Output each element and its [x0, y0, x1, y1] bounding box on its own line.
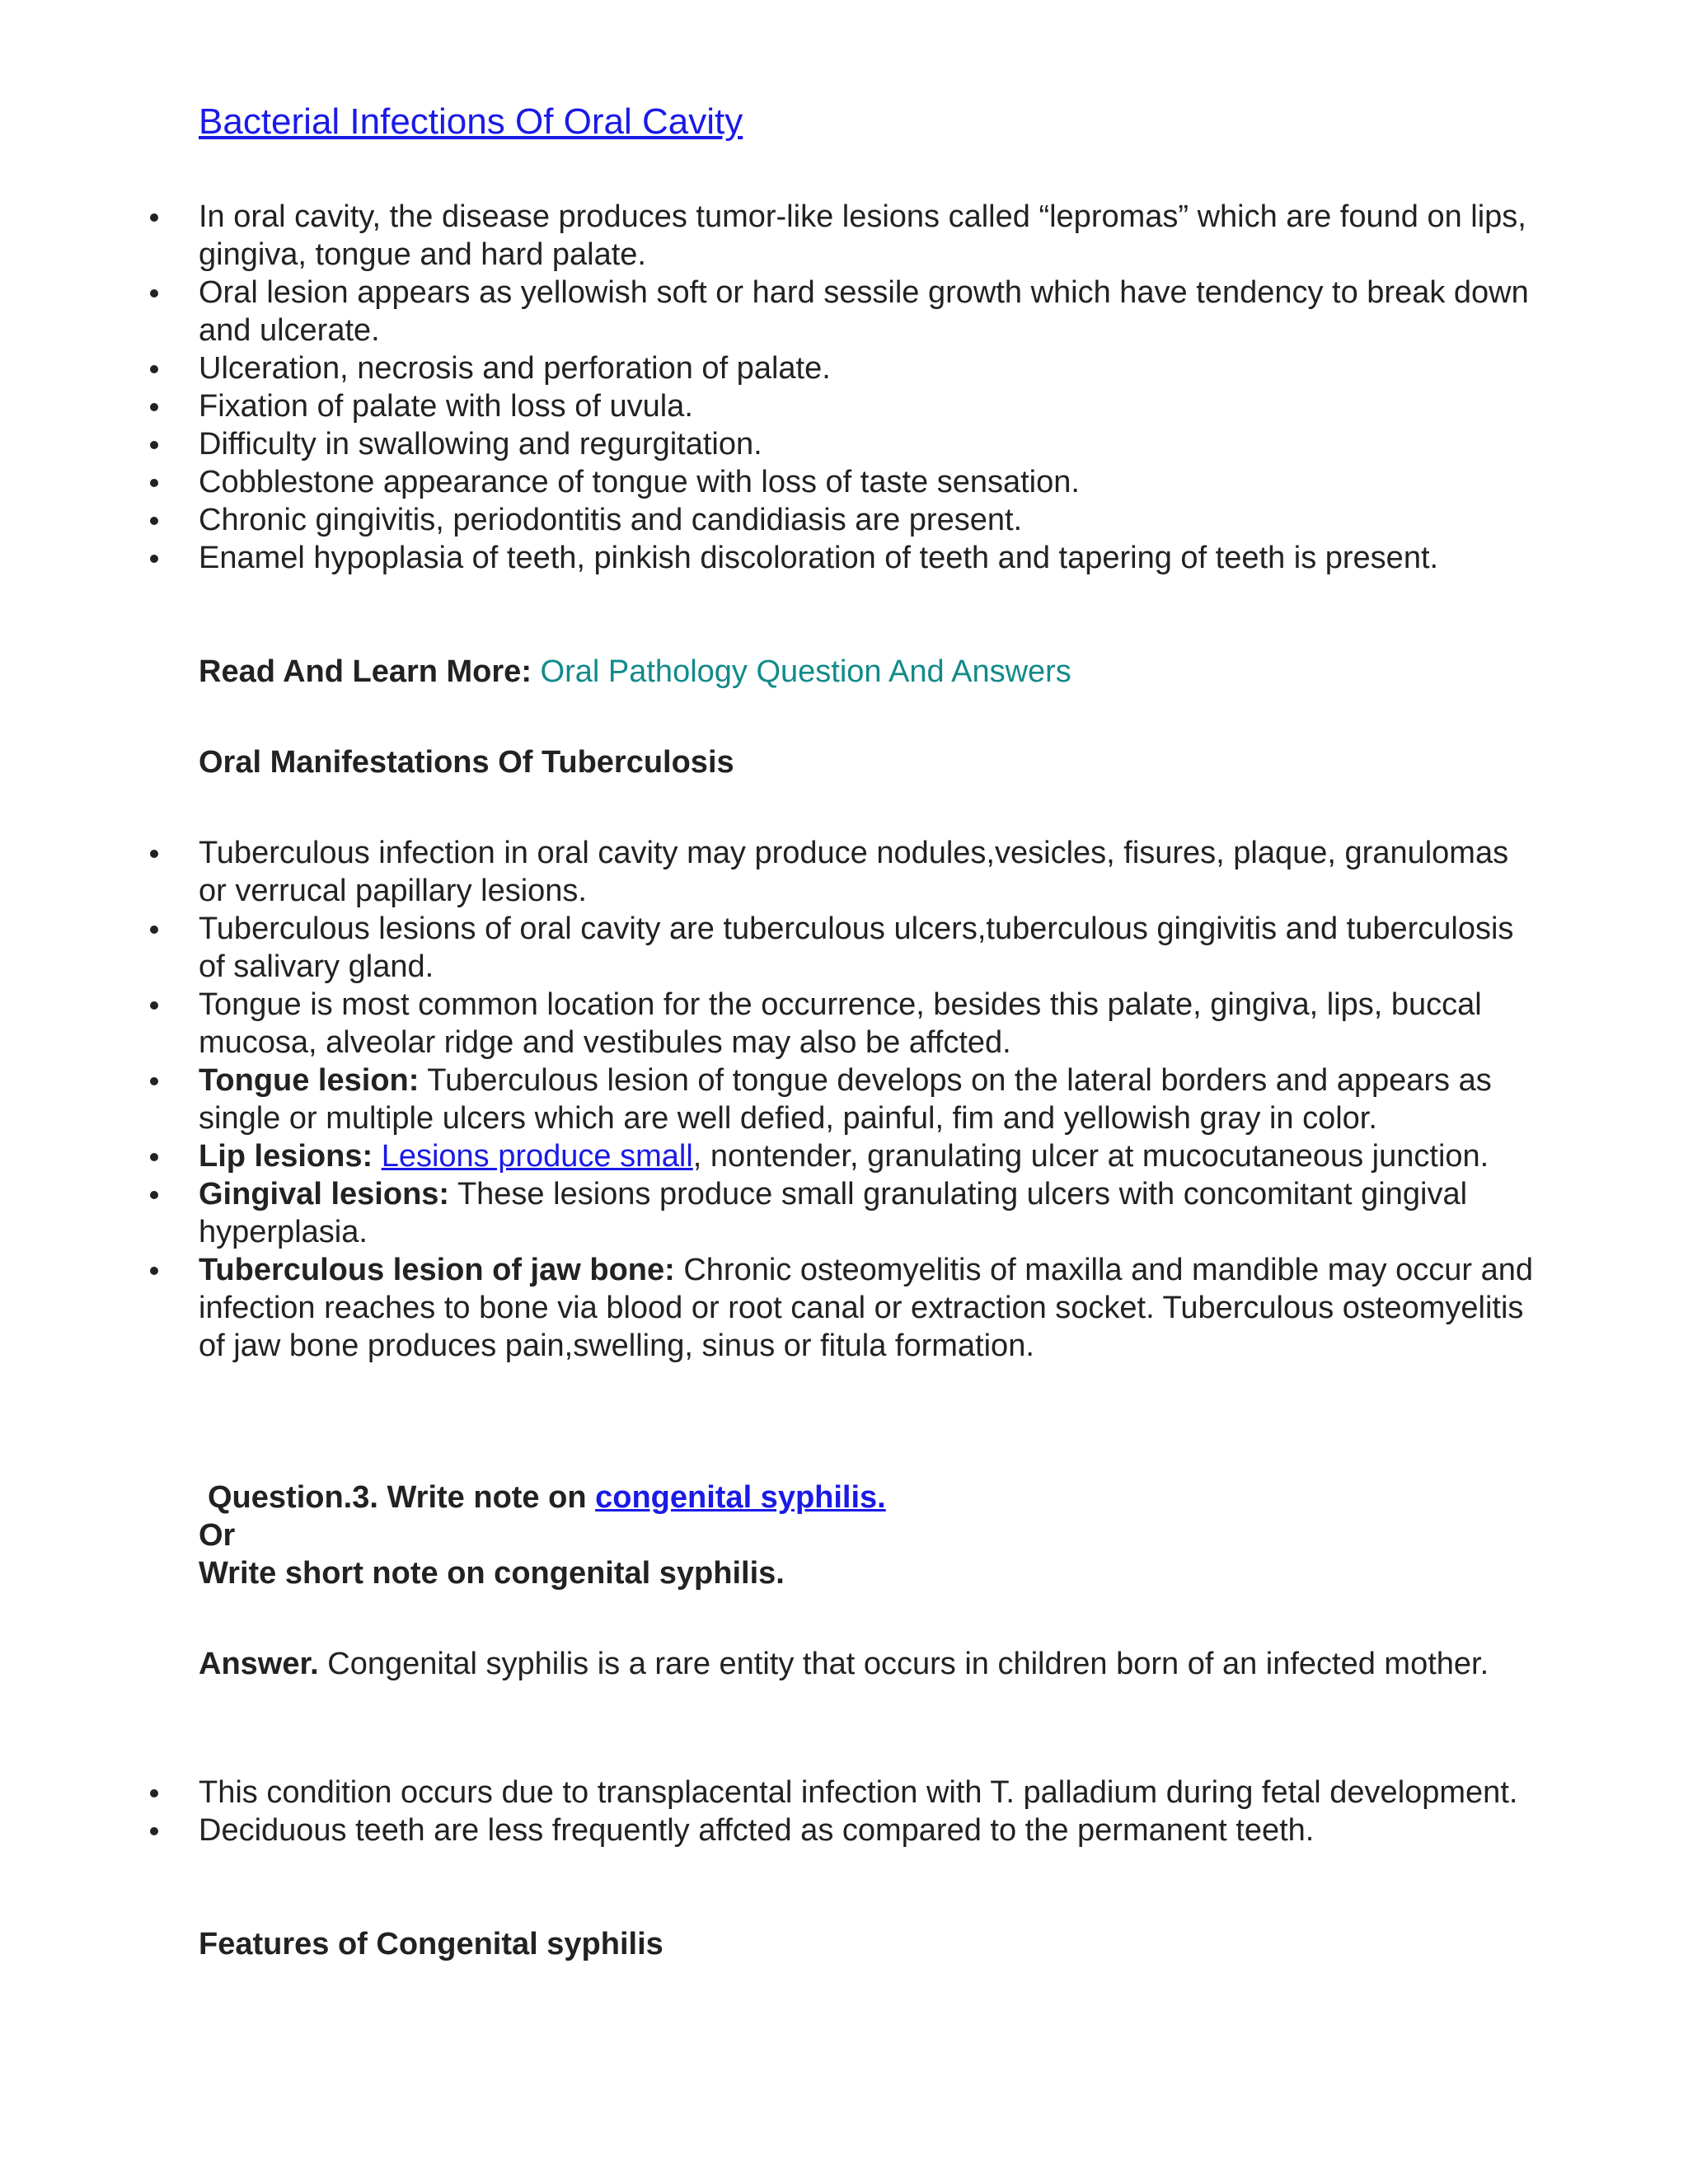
list-item: This condition occurs due to transplacental infection with T. palladium during fetal development. — [199, 1774, 1534, 1811]
list-item: Difficulty in swallowing and regurgitation. — [199, 425, 1534, 463]
question-prefix: Question.3. Write note on — [208, 1480, 596, 1515]
gingival-label: Gingival lesions: — [199, 1177, 450, 1212]
list-item: Deciduous teeth are less frequently affcted as compared to the permanent teeth. — [199, 1811, 1534, 1849]
list-item: Oral lesion appears as yellowish soft or hard sessile growth which have tendency to break down and ulcerate. — [199, 274, 1534, 349]
lip-label: Lip lesions: — [199, 1139, 373, 1174]
features-heading: Features of Congenital syphilis — [199, 1927, 663, 1961]
list-item: In oral cavity, the disease produces tumor-like lesions called “lepromas” which are found on lips, gingiva, tongue and hard palate. — [199, 198, 1534, 274]
question-alt: Write short note on congenital syphilis. — [199, 1556, 785, 1591]
read-more-line — [199, 653, 1534, 691]
question-or: Or — [199, 1518, 236, 1553]
answer-paragraph — [199, 1645, 1534, 1683]
read-more-label: Read And Learn More: — [199, 654, 532, 689]
list-item: Tuberculous infection in oral cavity may produce nodules,vesicles, fisures, plaque, granulomas or verrucal papillary lesions. — [199, 834, 1534, 910]
tb-list — [199, 834, 1534, 1365]
list-item: Cobblestone appearance of tongue with loss of taste sensation. — [199, 463, 1534, 501]
gingival-text: These lesions produce small granulating ulcers with concomitant gingival hyperplasia. — [199, 1177, 1468, 1249]
list-item: Tongue is most common location for the occurrence, besides this palate, gingiva, lips, buccal mucosa, alveolar ridge and vestibules may also be affcted. — [199, 986, 1534, 1062]
leprosy-list — [199, 198, 1534, 577]
list-item: Chronic gingivitis, periodontitis and candidiasis are present. — [199, 501, 1534, 539]
list-item — [199, 1251, 1534, 1365]
list-item — [199, 1175, 1534, 1251]
tb-heading: Oral Manifestations Of Tuberculosis — [199, 745, 734, 780]
question-link[interactable]: congenital syphilis. — [595, 1480, 886, 1515]
list-item: Tuberculous lesions of oral cavity are tuberculous ulcers,tuberculous gingivitis and tuberculosis of salivary gland. — [199, 910, 1534, 986]
read-more-link[interactable]: Oral Pathology Question And Answers — [540, 654, 1071, 689]
list-item — [199, 1062, 1534, 1137]
lip-link[interactable]: Lesions produce small — [381, 1139, 693, 1174]
answer-label: Answer. — [199, 1647, 319, 1681]
question-line — [199, 1479, 1534, 1516]
list-item: Enamel hypoplasia of teeth, pinkish discoloration of teeth and tapering of teeth is present. — [199, 539, 1534, 577]
answer-text: Congenital syphilis is a rare entity that occurs in children born of an infected mother. — [318, 1647, 1489, 1681]
jaw-text: Chronic osteomyelitis of maxilla and mandible may occur and infection reaches to bone via blood or root canal or extraction socket. Tuberculous osteomyelitis of jaw bone produces pain,swelling, sinus or fitula formation. — [199, 1253, 1534, 1363]
tongue-text: Tuberculous lesion of tongue develops on the lateral borders and appears as single or multiple ulcers which are well defied, painful, fim and yellowish gray in color. — [199, 1063, 1492, 1136]
list-item — [199, 1137, 1534, 1175]
lip-text: , nontender, granulating ulcer at mucocutaneous junction. — [692, 1139, 1489, 1174]
question-block — [199, 1479, 1534, 1592]
list-item: Ulceration, necrosis and perforation of palate. — [199, 349, 1534, 387]
syphilis-list — [199, 1774, 1534, 1849]
list-item: Fixation of palate with loss of uvula. — [199, 387, 1534, 425]
tongue-label: Tongue lesion: — [199, 1063, 420, 1098]
jaw-label: Tuberculous lesion of jaw bone: — [199, 1253, 675, 1287]
page-title-link[interactable]: Bacterial Infections Of Oral Cavity — [199, 101, 743, 142]
